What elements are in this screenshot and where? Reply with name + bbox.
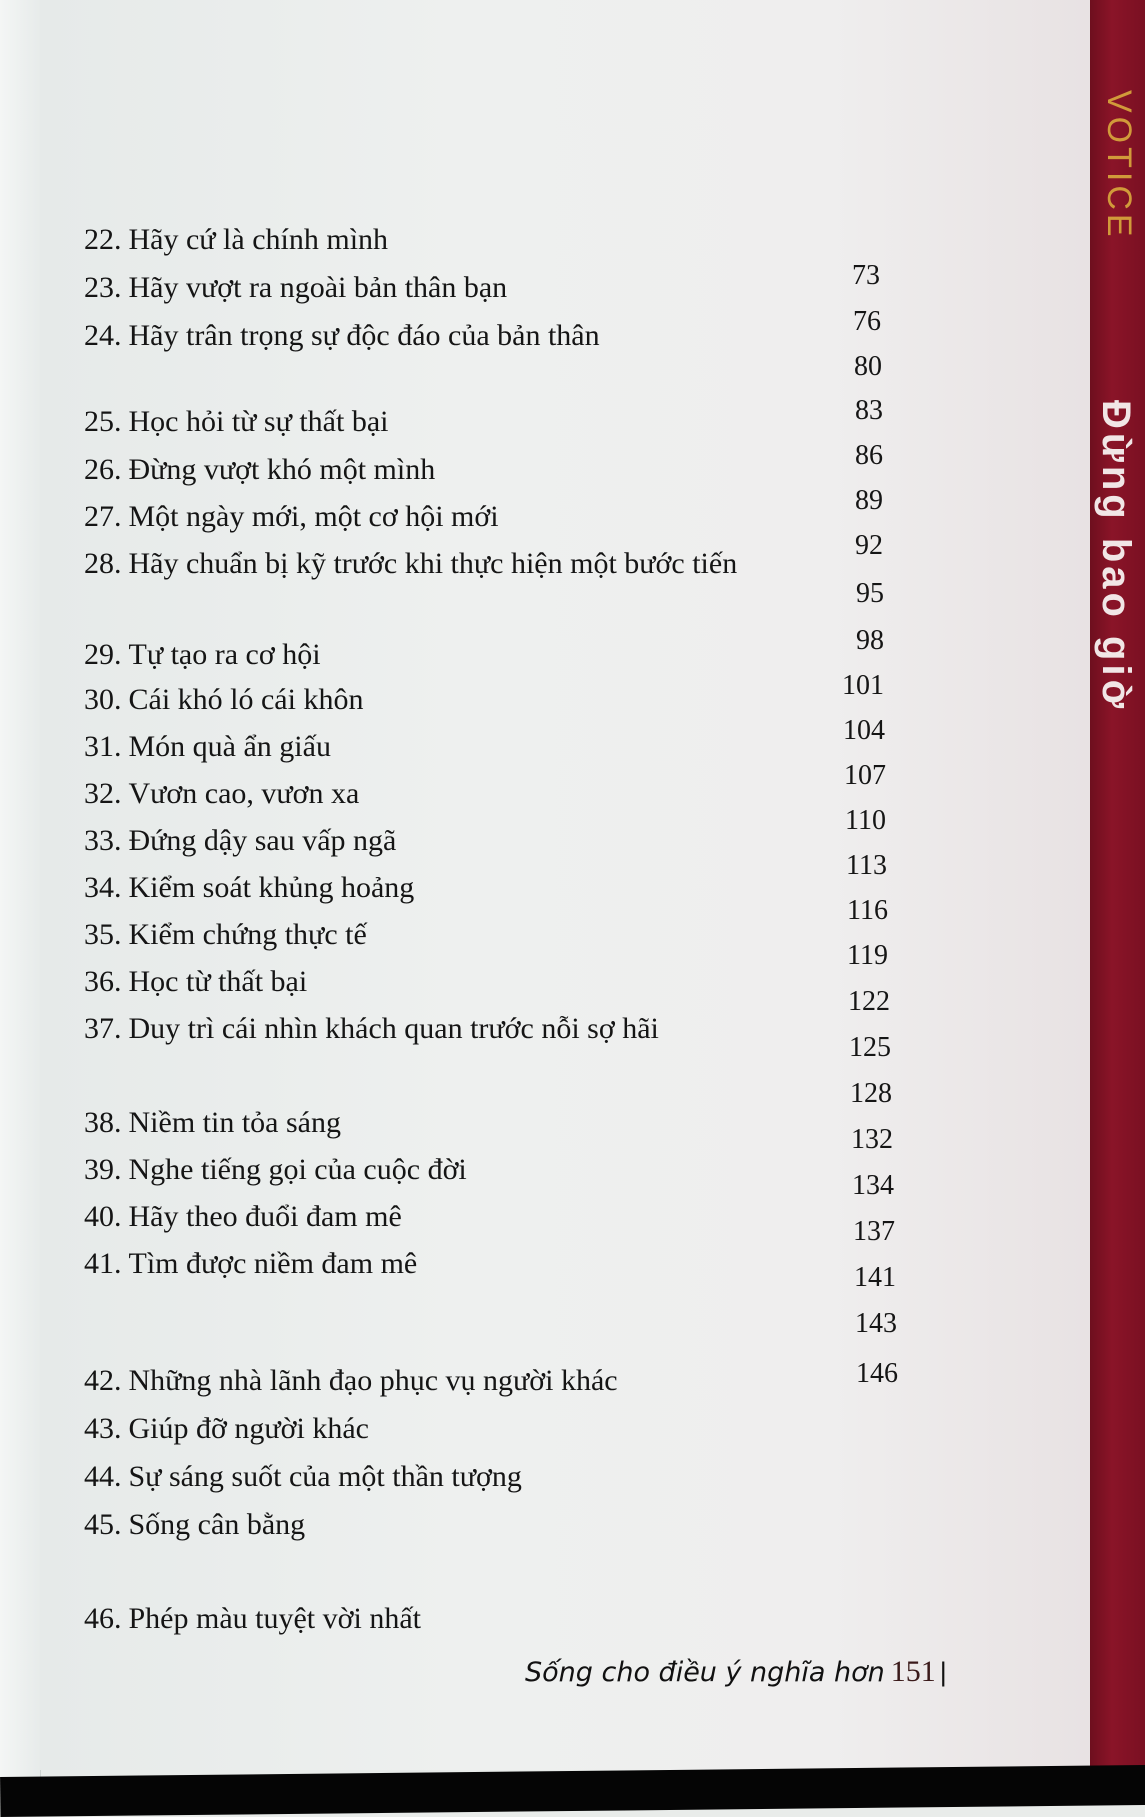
- toc-entry: 22. Hãy cứ là chính mình: [84, 223, 389, 256]
- table-surface: [0, 1765, 1145, 1817]
- page-number: 125: [849, 1032, 891, 1063]
- toc-title: Những nhà lãnh đạo phục vụ người khác: [128, 1364, 618, 1397]
- toc-entry: 38. Niềm tin tỏa sáng: [84, 1106, 341, 1139]
- toc-entry: 37. Duy trì cái nhìn khách quan trước nỗi sợ hãi: [84, 1012, 659, 1045]
- toc-title: Hãy cứ là chính mình: [128, 223, 389, 256]
- page-number: 76: [853, 306, 881, 337]
- spine-title-text: Đừng bao giờ: [1094, 400, 1138, 713]
- page-number: 137: [853, 1216, 895, 1247]
- folio-page-number: 151: [890, 1655, 936, 1688]
- page-number: 104: [843, 715, 885, 746]
- page-number: 122: [848, 986, 890, 1017]
- toc-title: Duy trì cái nhìn khách quan trước nỗi sợ hãi: [128, 1012, 659, 1045]
- page-number: 95: [856, 578, 884, 609]
- toc-title: Sự sáng suốt của một thần tượng: [128, 1460, 522, 1493]
- toc-entry: 28. Hãy chuẩn bị kỹ trước khi thực hiện một bước tiến: [84, 547, 738, 580]
- toc-entry: 24. Hãy trân trọng sự độc đáo của bản thân: [84, 319, 600, 352]
- toc-entry: 43. Giúp đỡ người khác: [84, 1412, 369, 1445]
- toc-title: Cái khó ló cái khôn: [128, 683, 364, 716]
- page-number: 98: [856, 625, 884, 656]
- toc-entry: 46. Phép màu tuyệt vời nhất: [84, 1602, 421, 1635]
- page-number: 92: [855, 530, 883, 561]
- page-number: 141: [854, 1262, 896, 1293]
- toc-entry: 27. Một ngày mới, một cơ hội mới: [84, 500, 499, 533]
- toc-entry: 32. Vươn cao, vươn xa: [84, 777, 360, 810]
- toc-entry: 31. Món quà ẩn giấu: [84, 730, 331, 763]
- toc-entry: 29. Tự tạo ra cơ hội: [84, 638, 321, 671]
- toc-title: Vươn cao, vươn xa: [128, 777, 360, 810]
- toc-entry: 42. Những nhà lãnh đạo phục vụ người khác: [84, 1364, 618, 1397]
- toc-title: Món quà ẩn giấu: [128, 730, 331, 763]
- toc-entry: 41. Tìm được niềm đam mê: [84, 1247, 418, 1280]
- page-number: 101: [842, 670, 884, 701]
- page-number: 119: [847, 940, 888, 971]
- page-number: 143: [855, 1308, 897, 1339]
- page-number: 146: [856, 1358, 898, 1389]
- toc-title: Hãy trân trọng sự độc đáo của bản thân: [128, 319, 600, 352]
- toc-title: Nghe tiếng gọi của cuộc đời: [128, 1153, 467, 1186]
- toc-entry: 26. Đừng vượt khó một mình: [84, 453, 436, 486]
- page-number: 73: [852, 260, 880, 291]
- page-number: 89: [855, 485, 883, 516]
- toc-title: Một ngày mới, một cơ hội mới: [128, 500, 499, 533]
- toc-title: Học hỏi từ sự thất bại: [128, 405, 389, 438]
- toc-entry: 25. Học hỏi từ sự thất bại: [84, 405, 389, 438]
- page-number: 116: [847, 895, 888, 926]
- toc-title: Đừng vượt khó một mình: [128, 453, 436, 486]
- page-number: 132: [851, 1124, 893, 1155]
- toc-entry: 40. Hãy theo đuổi đam mê: [84, 1200, 402, 1233]
- toc-title: Tìm được niềm đam mê: [128, 1247, 418, 1280]
- toc-title: Hãy theo đuổi đam mê: [128, 1200, 402, 1233]
- toc-entry: 36. Học từ thất bại: [84, 965, 308, 998]
- page-number: 134: [852, 1170, 894, 1201]
- page-number: 83: [855, 395, 883, 426]
- page-number: 86: [855, 440, 883, 471]
- toc-title: Niềm tin tỏa sáng: [128, 1106, 341, 1139]
- toc-title: Kiểm soát khủng hoảng: [128, 871, 415, 904]
- toc-title: Đứng dậy sau vấp ngã: [128, 824, 397, 857]
- toc-title: Giúp đỡ người khác: [128, 1412, 369, 1445]
- toc-entry: 34. Kiểm soát khủng hoảng: [84, 871, 415, 904]
- toc-title: Học từ thất bại: [128, 965, 308, 998]
- running-footer: [525, 1655, 947, 1689]
- book-title-footer: Sống cho điều ý nghĩa hơn: [525, 1657, 885, 1688]
- toc-entry: 30. Cái khó ló cái khôn: [84, 683, 364, 716]
- toc-title: Sống cân bằng: [128, 1508, 306, 1541]
- folio-separator: |: [939, 1657, 947, 1687]
- toc-title: Kiểm chứng thực tế: [128, 918, 367, 951]
- toc-entry: 35. Kiểm chứng thực tế: [84, 918, 367, 951]
- toc-entry: 44. Sự sáng suốt của một thần tượng: [84, 1460, 522, 1493]
- page-number: 128: [850, 1078, 892, 1109]
- toc-entry: 33. Đứng dậy sau vấp ngã: [84, 824, 397, 857]
- book-spine: [1090, 0, 1145, 1800]
- toc-entry: 39. Nghe tiếng gọi của cuộc đời: [84, 1153, 467, 1186]
- previous-page-edge: [0, 0, 41, 1800]
- page-number: 110: [845, 805, 886, 836]
- toc-entry: 23. Hãy vượt ra ngoài bản thân bạn: [84, 271, 508, 304]
- toc-title: Tự tạo ra cơ hội: [128, 638, 321, 671]
- page-number: 80: [854, 351, 882, 382]
- spine-gold-text: VOTICE: [1100, 90, 1138, 241]
- toc-title: Hãy vượt ra ngoài bản thân bạn: [128, 271, 508, 304]
- toc-title: Phép màu tuyệt vời nhất: [128, 1602, 421, 1635]
- page-number: 113: [846, 850, 887, 881]
- toc-entry: 45. Sống cân bằng: [84, 1508, 306, 1541]
- page-number: 107: [844, 760, 886, 791]
- toc-title: Hãy chuẩn bị kỹ trước khi thực hiện một bước tiến: [128, 547, 738, 580]
